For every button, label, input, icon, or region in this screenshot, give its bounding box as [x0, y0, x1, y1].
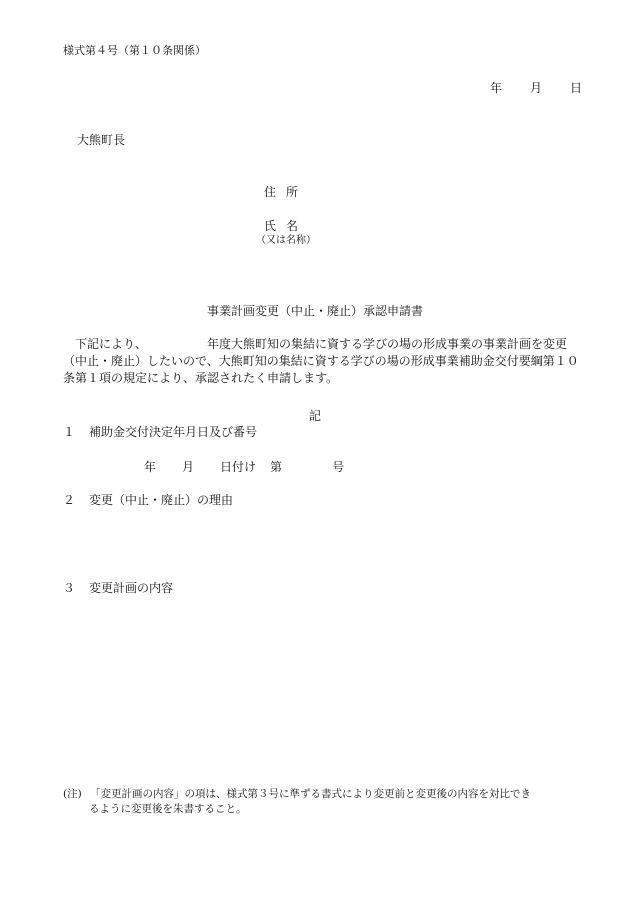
item-1-label: 補助金交付決定年月日及び番号 [89, 425, 258, 439]
date-year-label: 年 [489, 81, 502, 95]
grant-dated-label: 日付け [220, 460, 257, 474]
ki-heading: 記 [308, 409, 321, 423]
document-title: 事業計画変更（中止・廃止）承認申請書 [206, 304, 423, 318]
body-paragraph [63, 336, 583, 387]
item-2 [63, 494, 233, 506]
item-2-label: 変更（中止・廃止）の理由 [89, 493, 234, 507]
body-text: 年度大熊町知の集結に資する学びの場の形成事業の事業計画を変更（中止・廃止）したいので、大熊町知の集結に資する学びの場の形成事業補助金交付要綱第１０条第１項の規定により、承認されたく申請します。 [63, 337, 579, 385]
item-3-number: ３ [63, 581, 76, 595]
item-1 [63, 426, 257, 438]
form-number: 様式第４号（第１０条関係） [63, 44, 206, 57]
grant-go-label: 号 [332, 460, 345, 474]
grant-month-label: 月 [182, 460, 195, 474]
footnote-line-2: るように変更後を朱書すること。 [89, 803, 247, 815]
date-line [490, 82, 582, 94]
item-3-label: 変更計画の内容 [89, 581, 174, 595]
applicant-name-note: （又は名称） [256, 235, 316, 246]
footnote [63, 787, 588, 817]
applicant-name-label: 氏名 [264, 219, 309, 233]
grant-year-label: 年 [144, 460, 157, 474]
grant-decision-line [144, 461, 344, 473]
addressee: 大熊町長 [77, 133, 126, 147]
footnote-line-1: 「変更計画の内容」の項は、様式第３号に準ずる書式により変更前と変更後の内容を対比でき [90, 788, 531, 800]
applicant-address-label: 住所 [264, 185, 309, 199]
item-1-number: １ [63, 425, 76, 439]
item-3 [63, 582, 173, 594]
body-lead: 下記により、 [75, 337, 148, 351]
date-day-label: 日 [569, 81, 582, 95]
grant-dai-label: 第 [270, 460, 283, 474]
date-month-label: 月 [529, 81, 542, 95]
item-2-number: ２ [63, 493, 76, 507]
footnote-head: (注) [63, 788, 82, 800]
